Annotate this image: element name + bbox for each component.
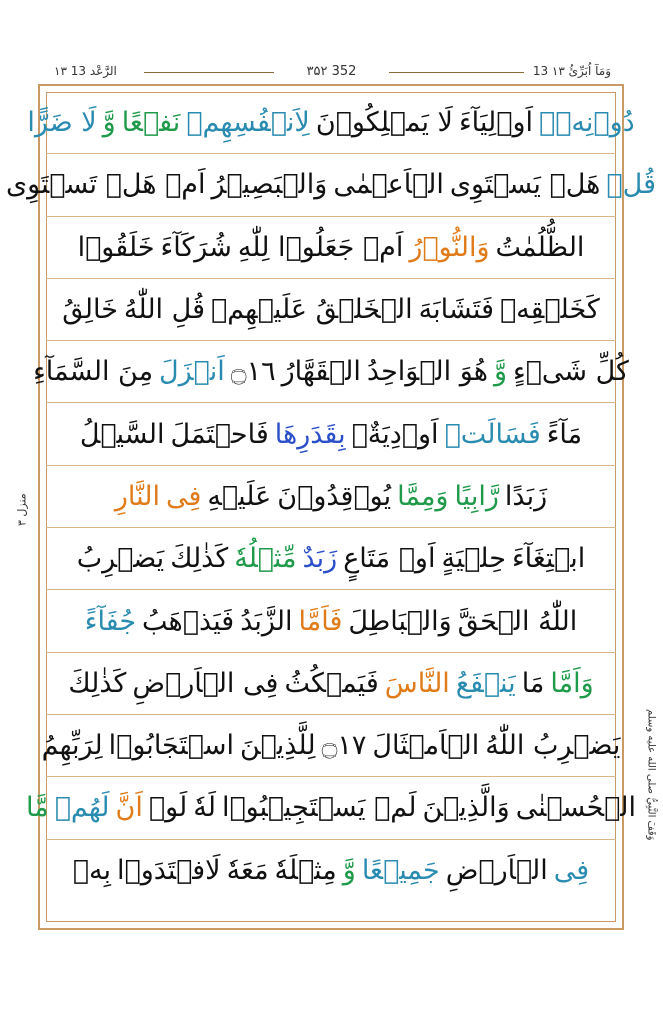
word: النَّاسَ [384,667,450,699]
text-line [33,341,629,403]
word: خَلَقُوۡا [77,231,155,263]
word: كَذٰلِكَ [68,667,127,699]
margin-note: وَقَفَ النَّبِيُّ صلى الله عليه وسلم [645,709,657,841]
text-line [25,777,637,839]
word: فَسَالَتۡ [444,418,541,450]
word: كَذٰلِكَ [170,543,229,575]
word: كُلِّ شَىۡءٍ [512,356,629,388]
text-line [46,466,616,528]
word: لَا ضَرًّا [27,107,97,139]
word: نَفۡعًا [121,107,181,139]
word: الۡخَلۡقُ عَلَيۡهِمۡ [211,294,413,326]
word: بِقَدَرِهَا [274,418,346,450]
word: ابۡتِغَآءَ [511,543,586,575]
header-rule-left [144,72,274,73]
word: فِى الۡاَرۡضِ [132,667,279,699]
text-line [46,217,616,279]
word: اَمۡ جَعَلُوۡا لِلّٰهِ [237,231,404,263]
header-rule-right [389,72,524,73]
word: اسۡتَجَابُوۡا [108,730,234,762]
word: مَعَهٗ [226,855,269,887]
word: الۡحُسۡنٰى [515,792,637,824]
word: شُرَكَآءَ [160,231,232,263]
word: لَوۡ [148,792,188,824]
word: مَآءً [546,418,583,450]
word: لَافۡتَدَوۡا [117,855,221,887]
word: كَخَلۡقِهٖ [499,294,600,326]
word: فَتَشَابَهَ [418,294,494,326]
word: جَمِيۡعًا [361,855,440,887]
text-line [27,92,635,154]
word: اَنۡزَلَ [159,356,225,388]
word: فِى [166,480,202,512]
word: لَهُمۡ [54,792,110,824]
word: اَوۡ مَتَاعٍ [343,543,436,575]
page-number: ۳۵۲ 352 [306,64,357,79]
surah-label: ۱۳ الرَّعْد 13 [54,64,117,78]
word: الۡاَرۡضِ [445,855,548,887]
word: الۡقَهَّارُ [281,356,361,388]
word: وَّ [342,855,356,887]
word: حِلۡيَةٍ [441,543,506,575]
word: مِّثۡلُهٗ [234,543,297,575]
word: يَضۡرِبُ اللّٰهُ [485,730,621,762]
juz-label: 13 وَمَآ اُبَرِّئُ ۱۳ [532,64,611,78]
word: بِهٖ [72,855,111,887]
word: خَالِقُ [62,294,118,326]
word: جُفَآءً [84,605,137,637]
word: فَاحۡتَمَلَ [170,418,269,450]
word: دُوۡنِهٖۤ [539,107,635,139]
word: السَّيۡلُ [79,418,165,450]
text-line [6,154,656,216]
word: لِرَبِّهِمُ [41,730,103,762]
word: اَنَّ [115,792,143,824]
word: فِى [553,855,590,887]
word: هَلۡ يَسۡتَوِى [449,169,601,201]
text-line [46,279,616,341]
text-line [46,528,616,590]
word: عَلَيۡهِ [207,480,272,512]
word: مِثۡلَهٗ [274,855,337,887]
word: فَاَمَّا [298,605,343,637]
word: رَّابِيًا [454,480,499,512]
word: هُوَ الۡوَاحِدُ [366,356,488,388]
text-line [46,590,616,652]
text-line [46,653,616,715]
word: قُلِ اللّٰهُ [123,294,205,326]
word: مَا [521,667,545,699]
word: لَا يَمۡلِكُوۡنَ [315,107,453,139]
word: اَوۡدِيَةٌۢ [351,418,439,450]
text-line [46,840,616,902]
word: وَالۡبَاطِلَ [348,605,452,637]
text-line [41,715,621,777]
word: زَبَدًا [504,480,548,512]
word: قُلۡ [606,169,656,201]
word: الظُّلُمٰتُ [495,231,585,263]
word: وَالۡبَصِيۡرُ [211,169,328,201]
word: اَمۡ هَلۡ تَسۡتَوِى [6,169,206,201]
page-header [44,64,619,82]
word: مَّا [25,792,49,824]
word: الزَّبَدُ [240,605,293,637]
word: ۝١٧ [321,730,367,762]
word: يُوۡقِدُوۡنَ [277,480,392,512]
word: النَّارِ [114,480,160,512]
word: زَبَدٌ [302,543,338,575]
word: يَضۡرِبُ [76,543,165,575]
word: فَيَذۡهَبُ [142,605,235,637]
word: وَمِمَّا [397,480,449,512]
word: الۡاَعۡمٰى [333,169,444,201]
word: اَوۡلِيَآءَ [458,107,533,139]
word: وَالنُّوۡرُ [409,231,490,263]
word: الۡاَمۡثَالَ [372,730,480,762]
word: لِاَنۡفُسِهِمۡ [186,107,310,139]
word: اللّٰهُ الۡحَقَّ [457,605,578,637]
word: وَّ [493,356,507,388]
word: وَّ [102,107,116,139]
word: فَيَمۡكُثُ [284,667,379,699]
word: يَنۡفَعُ [455,667,516,699]
word: ۝١٦ [230,356,276,388]
manzil-marker: منزل ۳ [15,493,29,527]
text-line [46,403,616,465]
word: وَالَّذِيۡنَ [422,792,510,824]
word: لَهٗ [193,792,216,824]
word: لَمۡ يَسۡتَجِيۡبُوۡا [221,792,417,824]
word: مِنَ السَّمَآءِ [33,356,154,388]
word: وَاَمَّا [550,667,594,699]
word: لِلَّذِيۡنَ [239,730,316,762]
